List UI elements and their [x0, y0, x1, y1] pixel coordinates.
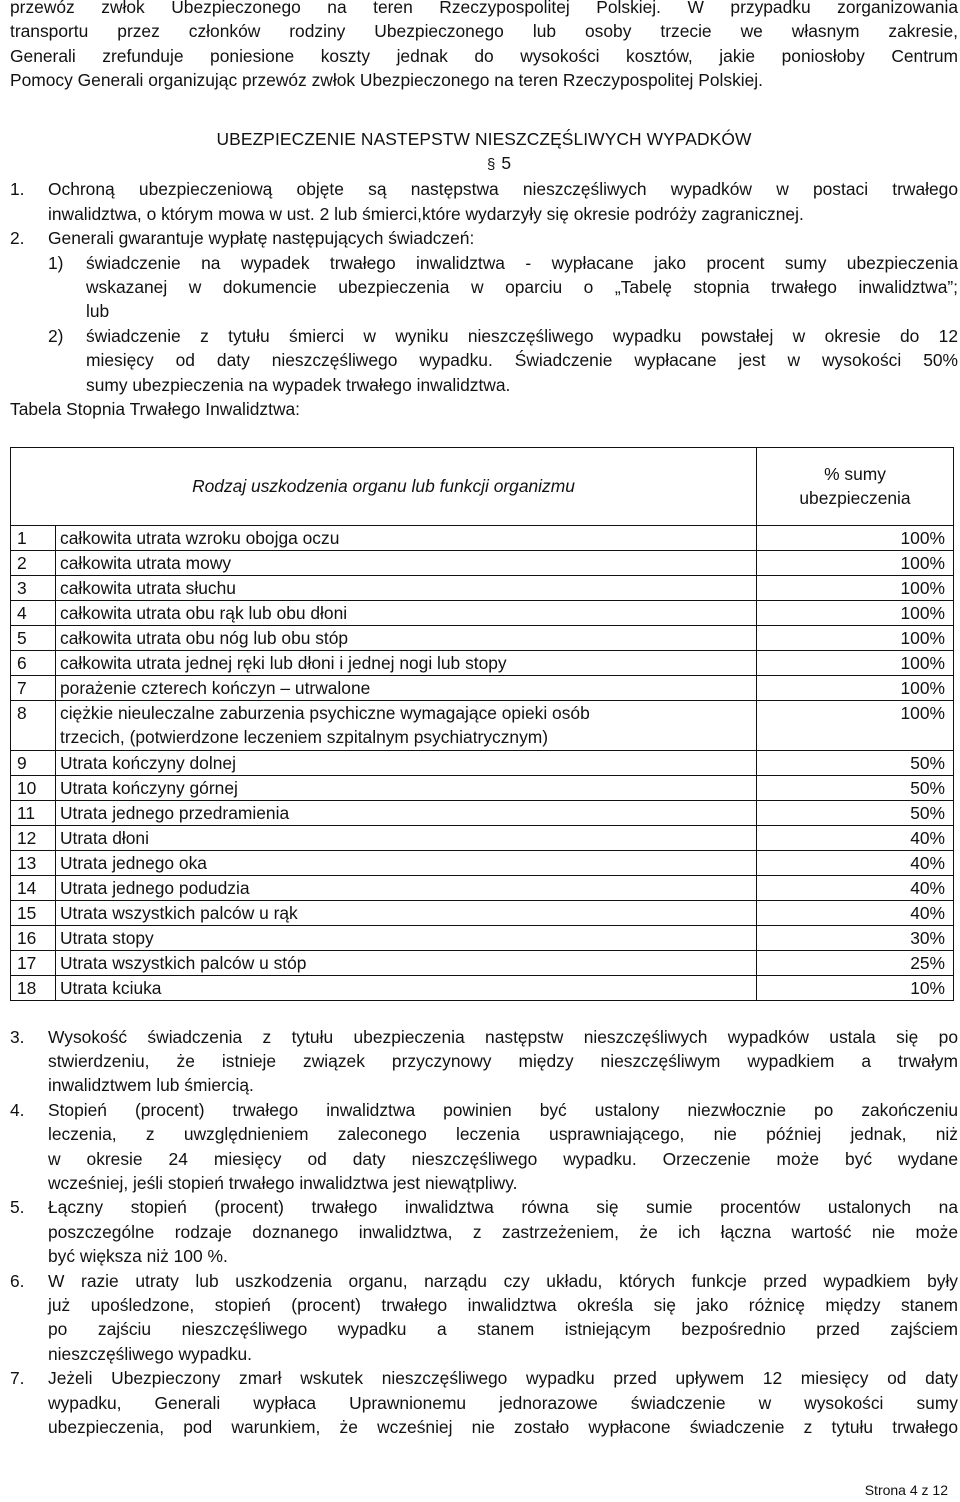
page-footer: Strona 4 z 12 — [864, 1482, 948, 1498]
point-line: Wysokość świadczenia z tytułu ubezpieczenia następstw nieszczęśliwych wypadków ustala się po — [48, 1026, 958, 1047]
row-number: 10 — [11, 775, 56, 800]
row-percent: 50% — [757, 750, 954, 775]
point-number: 3. — [10, 1026, 25, 1047]
paragraph-symbol: § — [486, 156, 496, 174]
subpoint-number: 2) — [48, 325, 64, 346]
row-percent: 100% — [757, 600, 954, 625]
row-number: 11 — [11, 800, 56, 825]
row-number: 7 — [11, 675, 56, 700]
point-line: Jeżeli Ubezpieczony zmarł wskutek nieszczęśliwego wypadku przed upływem 12 miesięcy od daty — [48, 1368, 958, 1389]
point-item — [10, 1366, 958, 1439]
subpoint-line: świadczenie z tytułu śmierci w wyniku nieszczęśliwego wypadku powstałej w okresie do 12 — [86, 325, 958, 346]
row-percent: 100% — [757, 550, 954, 575]
row-percent: 40% — [757, 825, 954, 850]
table-header-row — [11, 447, 954, 525]
row-percent: 10% — [757, 975, 954, 1000]
row-percent: 25% — [757, 950, 954, 975]
row-percent: 100% — [757, 525, 954, 550]
table-row — [11, 550, 954, 575]
table-body — [11, 525, 954, 1000]
row-percent: 100% — [757, 700, 954, 750]
row-number: 14 — [11, 875, 56, 900]
table-caption: Tabela Stopnia Trwałego Inwalidztwa: — [10, 399, 301, 420]
point-line: leczenia, z uwzględnieniem zaleconego leczenia usprawniającego, nie później jednak, niż — [48, 1124, 958, 1145]
table-row — [11, 600, 954, 625]
section-number — [40, 151, 958, 177]
point-item — [10, 1098, 958, 1196]
point-2 — [10, 226, 958, 250]
points-list — [10, 1025, 958, 1440]
row-number: 8 — [11, 700, 56, 750]
point-line: wcześniej, jeśli stopień trwałego inwalidztwa jest niewątpliwy. — [48, 1172, 518, 1193]
table-row — [11, 925, 954, 950]
row-number: 1 — [11, 525, 56, 550]
row-description-line: trzecich, (potwierdzone leczeniem szpitalnym psychiatrycznym) — [60, 727, 549, 747]
header-percent — [757, 447, 954, 525]
row-number: 4 — [11, 600, 56, 625]
table-row — [11, 525, 954, 550]
row-number: 9 — [11, 750, 56, 775]
row-number: 5 — [11, 625, 56, 650]
subpoint-line: miesięcy od daty nieszczęśliwego wypadku. Świadczenie wypłacane jest w wysokości 50% — [86, 350, 958, 371]
point-line: w okresie 24 miesięcy od daty nieszczęśliwego wypadku. Orzeczenie może być wydane — [48, 1148, 958, 1169]
point-line: Generali gwarantuje wypłatę następujących świadczeń: — [48, 228, 475, 249]
row-number: 2 — [11, 550, 56, 575]
row-description: całkowita utrata mowy — [56, 550, 757, 575]
section-title: UBEZPIECZENIE NASTEPSTW NIESZCZĘŚLIWYCH WYPADKÓW — [216, 128, 752, 149]
point-line: Łączny stopień (procent) trwałego inwalidztwa równa się sumie procentów ustalonych na — [48, 1197, 958, 1218]
row-description: całkowita utrata słuchu — [56, 575, 757, 600]
table-row — [11, 950, 954, 975]
table-row — [11, 800, 954, 825]
row-percent: 40% — [757, 875, 954, 900]
subpoint-2 — [48, 324, 958, 397]
point-number: 2. — [10, 228, 25, 249]
intro-line: Generali zrefunduje poniesione koszty jednak do wysokości kosztów, jakie poniosłoby Centrum — [10, 45, 958, 66]
table-row — [11, 700, 954, 750]
row-number: 17 — [11, 950, 56, 975]
row-percent: 100% — [757, 625, 954, 650]
row-number: 12 — [11, 825, 56, 850]
table-row — [11, 625, 954, 650]
intro-line: przewóz zwłok Ubezpieczonego na teren Rzeczypospolitej Polskiej. W przypadku zorganizowania — [10, 0, 958, 17]
document-page — [10, 0, 958, 1439]
point-line: Ochroną ubezpieczeniową objęte są następstwa nieszczęśliwych wypadków w postaci trwałego — [48, 179, 958, 200]
subpoint-1 — [48, 251, 958, 324]
point-item — [10, 1269, 958, 1367]
table-row — [11, 775, 954, 800]
row-percent: 30% — [757, 925, 954, 950]
subpoint-line: sumy ubezpieczenia na wypadek trwałego inwalidztwa. — [86, 374, 511, 395]
intro-paragraph — [10, 0, 958, 93]
header-description-text: Rodzaj uszkodzenia organu lub funkcji organizmu — [192, 475, 575, 496]
row-description: Utrata wszystkich palców u stóp — [56, 950, 757, 975]
subpoint-line: lub — [86, 301, 110, 322]
point-number: 7. — [10, 1368, 25, 1389]
row-description: całkowita utrata obu nóg lub obu stóp — [56, 625, 757, 650]
row-description: całkowita utrata obu rąk lub obu dłoni — [56, 600, 757, 625]
row-percent: 100% — [757, 675, 954, 700]
table-row — [11, 650, 954, 675]
point-line: po zajściu nieszczęśliwego wypadku a stanem istniejącym bezpośrednio przed zajściem — [48, 1319, 958, 1340]
disability-table — [10, 447, 954, 1001]
intro-line: transportu przez członków rodziny Ubezpieczonego lub osoby trzecie we własnym zakresie, — [10, 21, 958, 42]
point-number: 1. — [10, 179, 25, 200]
header-percent-line: % sumy — [824, 464, 886, 484]
point-line: W razie utraty lub uszkodzenia organu, narządu czy układu, których funkcje przed wypadkiem były — [48, 1270, 958, 1291]
point-line: Stopień (procent) trwałego inwalidztwa powinien być ustalony niezwłocznie po zakończeniu — [48, 1099, 958, 1120]
row-description: Utrata jednego podudzia — [56, 875, 757, 900]
row-description: całkowita utrata wzroku obojga oczu — [56, 525, 757, 550]
table-row — [11, 900, 954, 925]
point-line: nieszczęśliwego wypadku. — [48, 1343, 252, 1364]
row-description: Utrata stopy — [56, 925, 757, 950]
point-item — [10, 1025, 958, 1098]
point-number: 5. — [10, 1197, 25, 1218]
row-description — [56, 700, 757, 750]
row-description: Utrata jednego przedramienia — [56, 800, 757, 825]
point-line: inwalidztwa, o którym mowa w ust. 2 lub śmierci,które wydarzyły się okresie podróży zagranicznej. — [48, 203, 804, 224]
row-number: 16 — [11, 925, 56, 950]
row-description: całkowita utrata jednej ręki lub dłoni i jednej nogi lub stopy — [56, 650, 757, 675]
table-row — [11, 825, 954, 850]
subpoint-line: wskazanej w dokumencie ubezpieczenia w oparciu o „Tabelę stopnia trwałego inwalidztwa”; — [86, 277, 958, 298]
table-row — [11, 675, 954, 700]
point-line: wypadku, Generali wypłaca Uprawnionemu jednorazowe świadczenie w wysokości sumy — [48, 1392, 958, 1413]
table-row — [11, 850, 954, 875]
row-percent: 100% — [757, 575, 954, 600]
row-description: porażenie czterech kończyn – utrwalone — [56, 675, 757, 700]
row-percent: 100% — [757, 650, 954, 675]
table-row — [11, 750, 954, 775]
point-1 — [10, 177, 958, 226]
row-number: 6 — [11, 650, 56, 675]
header-percent-line: ubezpieczenia — [799, 488, 911, 508]
point-number: 6. — [10, 1270, 25, 1291]
row-percent: 40% — [757, 850, 954, 875]
point-number: 4. — [10, 1099, 25, 1120]
point-line: ubezpieczenia, pod warunkiem, że wcześniej nie zostało wypłacone świadczenie z tytułu trwałego — [48, 1417, 958, 1437]
point-line: inwalidztwem lub śmiercią. — [48, 1075, 254, 1096]
row-description-line: ciężkie nieuleczalne zaburzenia psychiczne wymagające opieki osób — [60, 702, 590, 723]
point-line: stwierdzeniu, że istnieje związek przyczynowy między nieszczęśliwym wypadkiem a trwałym — [48, 1050, 958, 1071]
table-row — [11, 875, 954, 900]
row-percent: 40% — [757, 900, 954, 925]
row-number: 3 — [11, 575, 56, 600]
point-item — [10, 1195, 958, 1268]
point-line: poszczególne rodzaje doznanego inwalidztwa, z zastrzeżeniem, że ich łączna wartość nie może — [48, 1221, 958, 1242]
header-description — [11, 447, 757, 525]
row-number: 15 — [11, 900, 56, 925]
section-number-value: 5 — [501, 153, 511, 174]
subpoint-number: 1) — [48, 252, 64, 273]
table-row — [11, 975, 954, 1000]
point-line: już upośledzone, stopień (procent) trwałego inwalidztwa określa się jako różnicę między stanem — [48, 1294, 958, 1315]
subpoint-line: świadczenie na wypadek trwałego inwalidztwa - wypłacane jako procent sumy ubezpieczenia — [86, 252, 958, 273]
row-description: Utrata dłoni — [56, 825, 757, 850]
row-description: Utrata jednego oka — [56, 850, 757, 875]
table-row — [11, 575, 954, 600]
point-line: być większa niż 100 %. — [48, 1246, 228, 1267]
row-number: 18 — [11, 975, 56, 1000]
row-description: Utrata kciuka — [56, 975, 757, 1000]
intro-line: Pomocy Generali organizując przewóz zwłok Ubezpieczonego na teren Rzeczypospolitej Polskiej. — [10, 70, 764, 91]
row-percent: 50% — [757, 800, 954, 825]
row-description: Utrata kończyny dolnej — [56, 750, 757, 775]
row-number: 13 — [11, 850, 56, 875]
row-description: Utrata wszystkich palców u rąk — [56, 900, 757, 925]
row-percent: 50% — [757, 775, 954, 800]
row-description: Utrata kończyny górnej — [56, 775, 757, 800]
